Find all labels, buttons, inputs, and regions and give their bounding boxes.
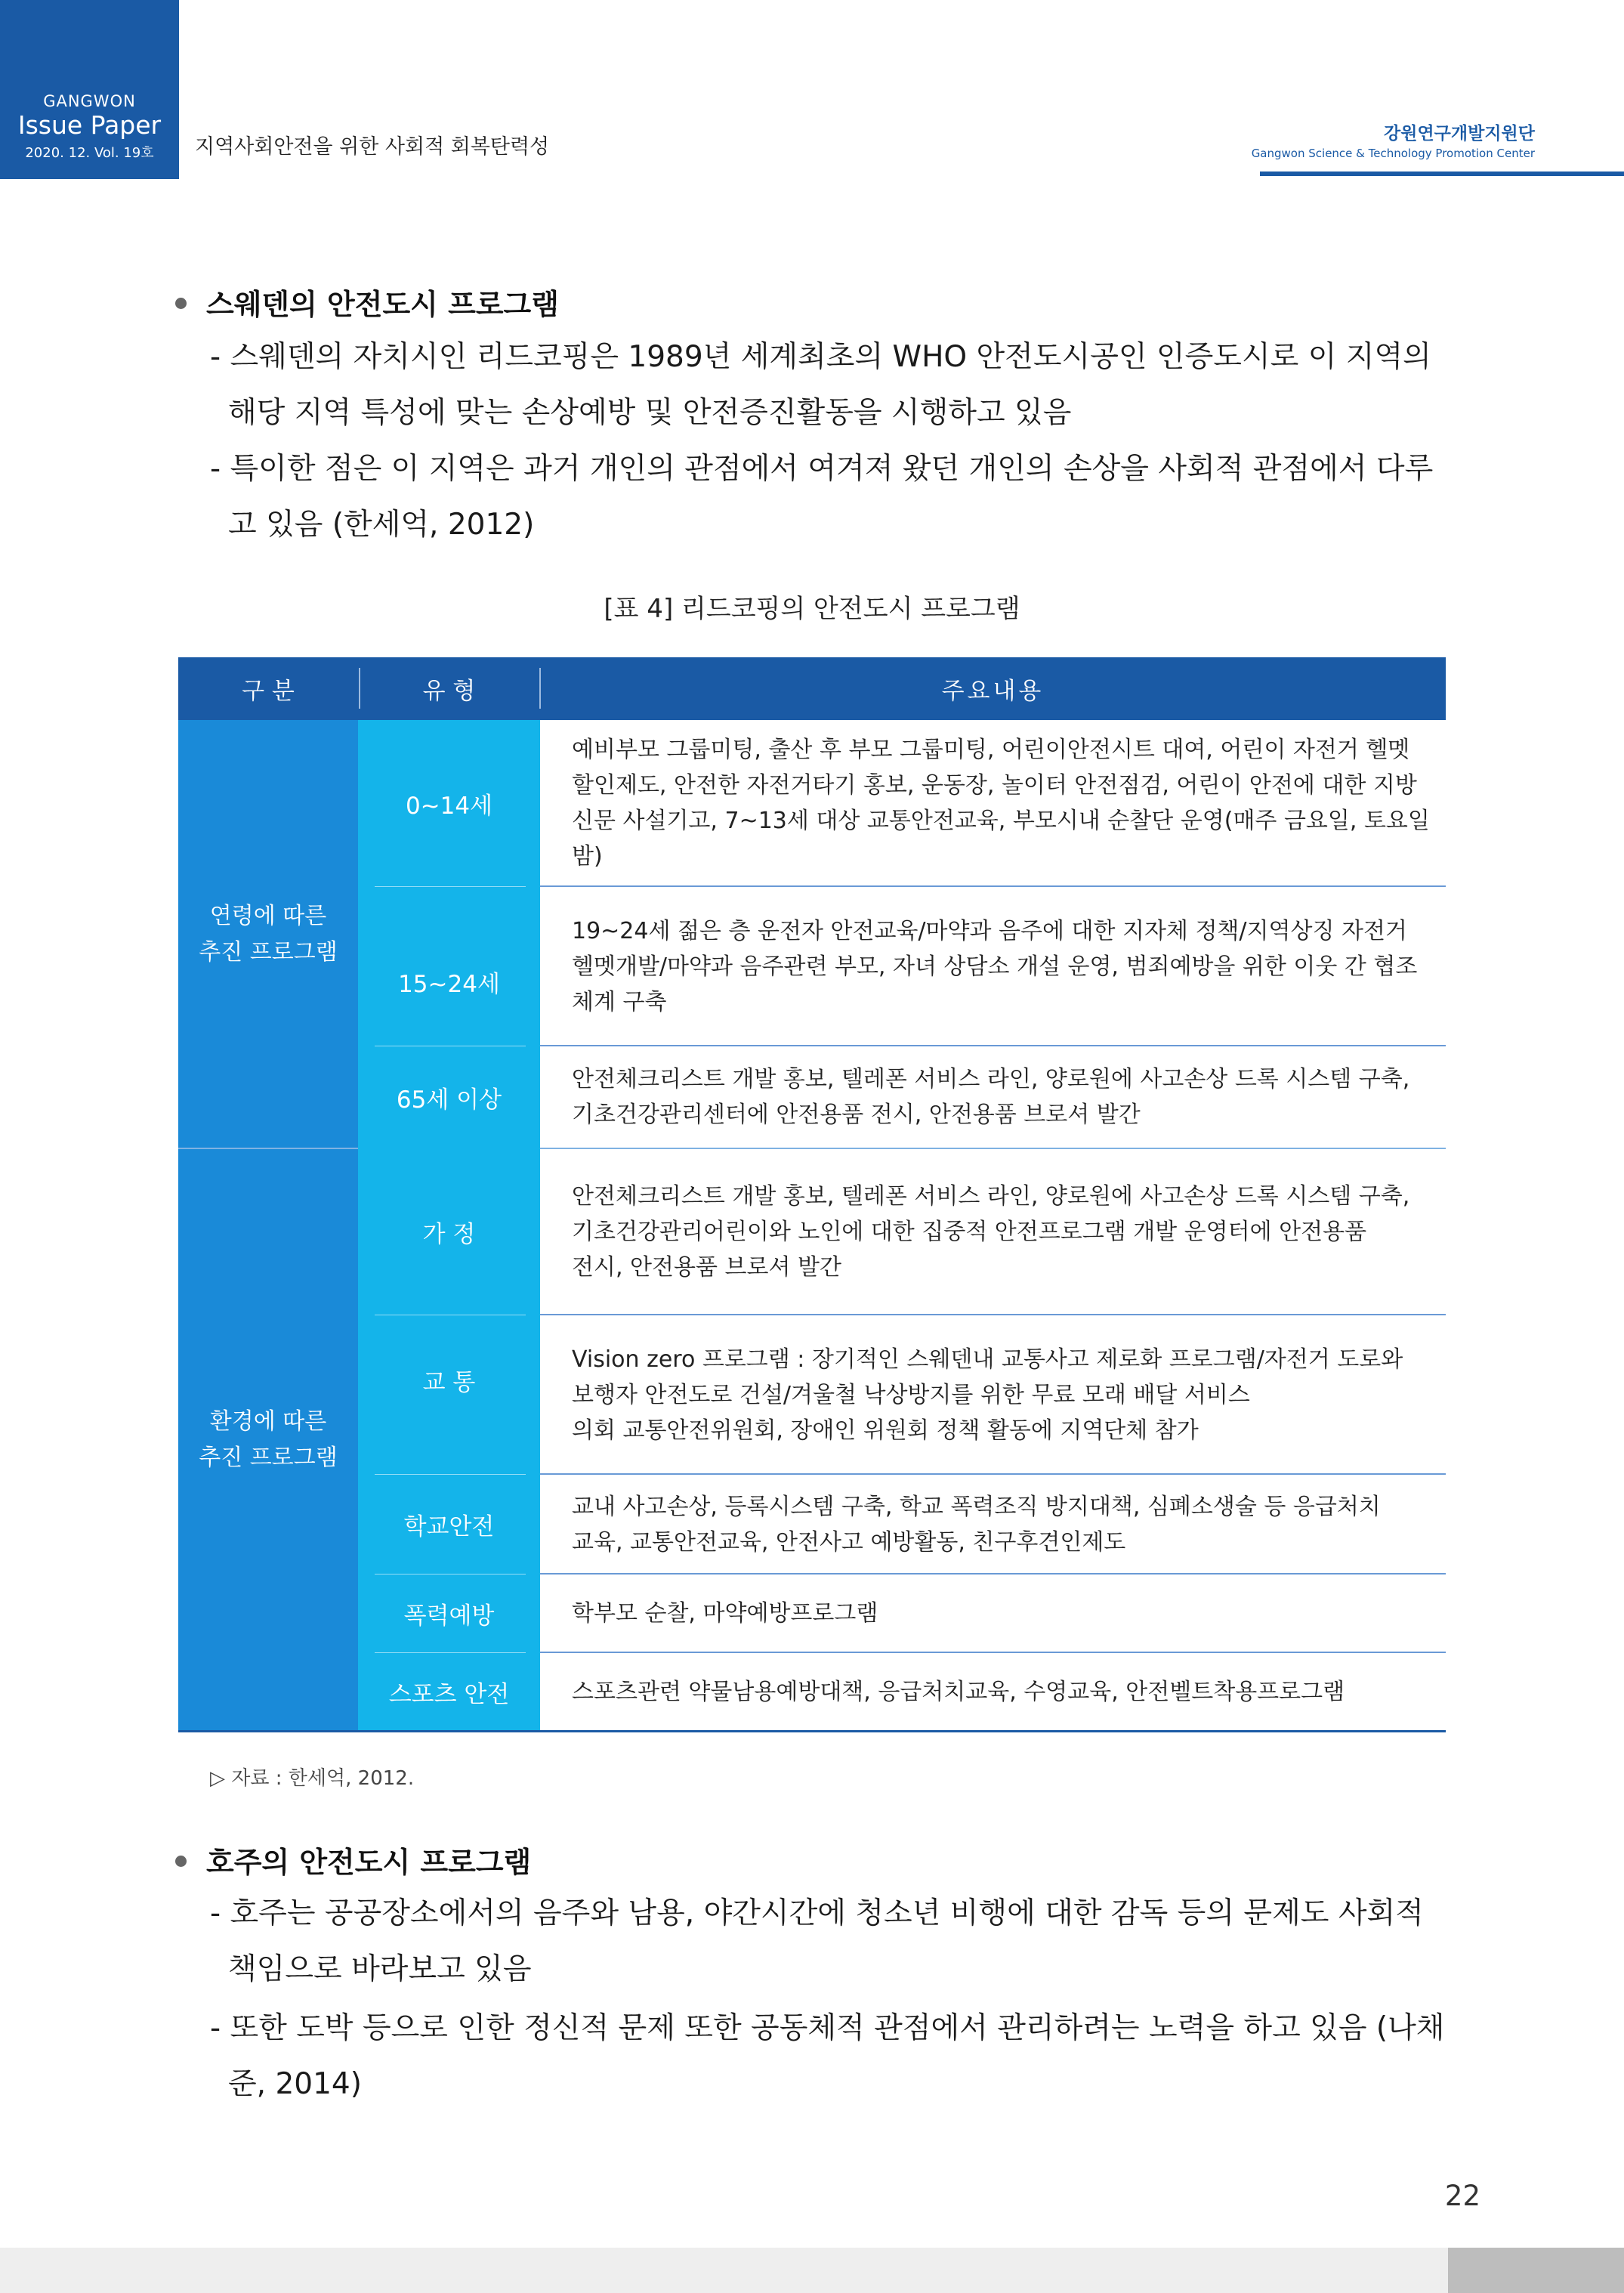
content-line: 할인제도, 안전한 자전거타기 홍보, 운동장, 놀이터 안전점검, 어린이 안전에 대한 지방 <box>572 772 1417 799</box>
type-cell: 교 통 <box>422 1368 476 1396</box>
content-line: 헬멧개발/마약과 음주관련 부모, 자녀 상담소 개설 운영, 범죄예방을 위한 이웃 간 협조 <box>572 953 1418 980</box>
content-line: 스포츠관련 약물남용예방대책, 응급처치교육, 수영교육, 안전벨트착용프로그램 <box>572 1678 1345 1705</box>
footer-tab <box>1448 2248 1624 2293</box>
category-age <box>178 720 358 1148</box>
header-category: 구 분 <box>178 657 358 720</box>
section-heading-text: 호주의 안전도시 프로그램 <box>206 1846 532 1879</box>
header-divider <box>359 668 360 709</box>
table-bottom-rule <box>178 1730 1446 1732</box>
content-line: 19~24세 젊은 층 운전자 안전교육/마약과 음주에 대한 지자체 정책/지역상징 자전거 <box>572 917 1407 944</box>
content-line: 기초건강관리센터에 안전용품 전시, 안전용품 브로셔 발간 <box>572 1102 1141 1128</box>
header-divider <box>539 668 541 709</box>
content-cell <box>572 1046 1448 1148</box>
footer-bar <box>0 2248 1624 2293</box>
bullet-icon <box>175 298 187 309</box>
content-line: 보행자 안전도로 건설/겨울철 낙상방지를 위한 무료 모래 배달 서비스 <box>572 1381 1250 1408</box>
type-cell: 0~14세 <box>405 792 493 820</box>
type-cell: 폭력예방 <box>403 1602 495 1630</box>
page-number: 22 <box>1444 2180 1480 2212</box>
paragraph: - 스웨덴의 자치시인 리드코핑은 1989년 세계최초의 WHO 안전도시공인 인증도시로 이 지역의 해당 지역 특성에 맞는 손상예방 및 안전증진활동을 시행하고 있음 <box>210 340 1431 430</box>
category-label: 추진 프로그램 <box>199 1444 338 1471</box>
paper-title: 지역사회안전을 위한 사회적 회복탄력성 <box>195 135 550 159</box>
table-caption: [표 4] 리드코핑의 안전도시 프로그램 <box>604 594 1020 624</box>
section-heading-australia <box>175 1839 531 1880</box>
content-cell <box>572 720 1448 886</box>
category-environment <box>178 1149 358 1730</box>
table-source: ▷ 자료 : 한세억, 2012. <box>210 1767 415 1790</box>
content-line: 교육, 교통안전교육, 안전사고 예방활동, 친구후견인제도 <box>572 1528 1126 1556</box>
content-line: 기초건강관리어린이와 노인에 대한 집중적 안전프로그램 개발 운영터에 안전용품 <box>572 1219 1367 1245</box>
paragraph: - 호주는 공공장소에서의 음주와 남용, 야간시간에 청소년 비행에 대한 감독 등의 문제도 사회적 책임으로 바라보고 있음 <box>210 1896 1424 1986</box>
header-type: 유 형 <box>358 657 540 720</box>
content-line: 안전체크리스트 개발 홍보, 텔레폰 서비스 라인, 양로원에 사고손상 드록 시스템 구축, <box>572 1183 1410 1210</box>
header-content: 주요내용 <box>540 657 1446 720</box>
content-line: 학부모 순찰, 마약예방프로그램 <box>572 1600 878 1627</box>
type-cell: 학교안전 <box>403 1513 495 1541</box>
content-line: 신문 사설기고, 7~13세 대상 교통안전교육, 부모시내 순찰단 운영(매주 금요일, 토요일 밤) <box>572 808 1430 870</box>
content-cell <box>572 1149 1448 1315</box>
content-line: 교내 사고손상, 등록시스템 구축, 학교 폭력조직 방지대책, 심폐소생술 등 응급처치 <box>572 1493 1381 1520</box>
content-cell <box>572 887 1448 1046</box>
org-name-kr: 강원연구개발지원단 <box>1384 124 1535 144</box>
type-cell: 15~24세 <box>398 970 500 998</box>
brand-date: 2020. 12. Vol. 19호 <box>25 145 154 161</box>
content-line: 전시, 안전용품 브로셔 발간 <box>572 1254 841 1281</box>
content-cell <box>572 1475 1448 1574</box>
content-cell <box>572 1653 1448 1730</box>
content-line: 의회 교통안전위원회, 장애인 위원회 정책 활동에 지역단체 참가 <box>572 1417 1199 1444</box>
header-rule <box>1260 172 1624 176</box>
content-cell <box>572 1575 1448 1652</box>
brand-main: Issue Paper <box>17 110 162 140</box>
category-label: 환경에 따른 <box>209 1408 327 1435</box>
section-heading-sweden <box>175 281 559 323</box>
brand-top: GANGWON <box>43 92 136 110</box>
content-cell <box>572 1315 1448 1474</box>
content-line: 안전체크리스트 개발 홍보, 텔레폰 서비스 라인, 양로원에 사고손상 드록 시스템 구축, <box>572 1066 1410 1092</box>
category-label: 연령에 따른 <box>209 902 327 929</box>
content-line: Vision zero 프로그램 : 장기적인 스웨덴내 교통사고 제로화 프로그램/자전거 도로와 <box>572 1346 1403 1373</box>
paragraph: - 또한 도박 등으로 인한 정신적 문제 또한 공동체적 관점에서 관리하려는 노력을 하고 있음 (나채준, 2014) <box>210 2011 1445 2101</box>
section-heading-text: 스웨덴의 안전도시 프로그램 <box>206 288 559 321</box>
type-cell: 가 정 <box>422 1221 476 1248</box>
issue-paper-badge <box>0 0 179 179</box>
bullet-icon <box>175 1856 187 1867</box>
content-line: 예비부모 그룹미팅, 출산 후 부모 그룹미팅, 어린이안전시트 대여, 어린이 자전거 헬멧 <box>572 737 1410 763</box>
paragraph: - 특이한 점은 이 지역은 과거 개인의 관점에서 여겨져 왔던 개인의 손상을 사회적 관점에서 다루고 있음 (한세억, 2012) <box>210 452 1434 542</box>
type-cell: 스포츠 안전 <box>388 1680 510 1708</box>
type-cell: 65세 이상 <box>396 1086 502 1114</box>
category-label: 추진 프로그램 <box>199 938 338 966</box>
org-name-en: Gangwon Science & Technology Promotion Center <box>1251 147 1535 160</box>
content-line: 체계 구축 <box>572 988 667 1015</box>
